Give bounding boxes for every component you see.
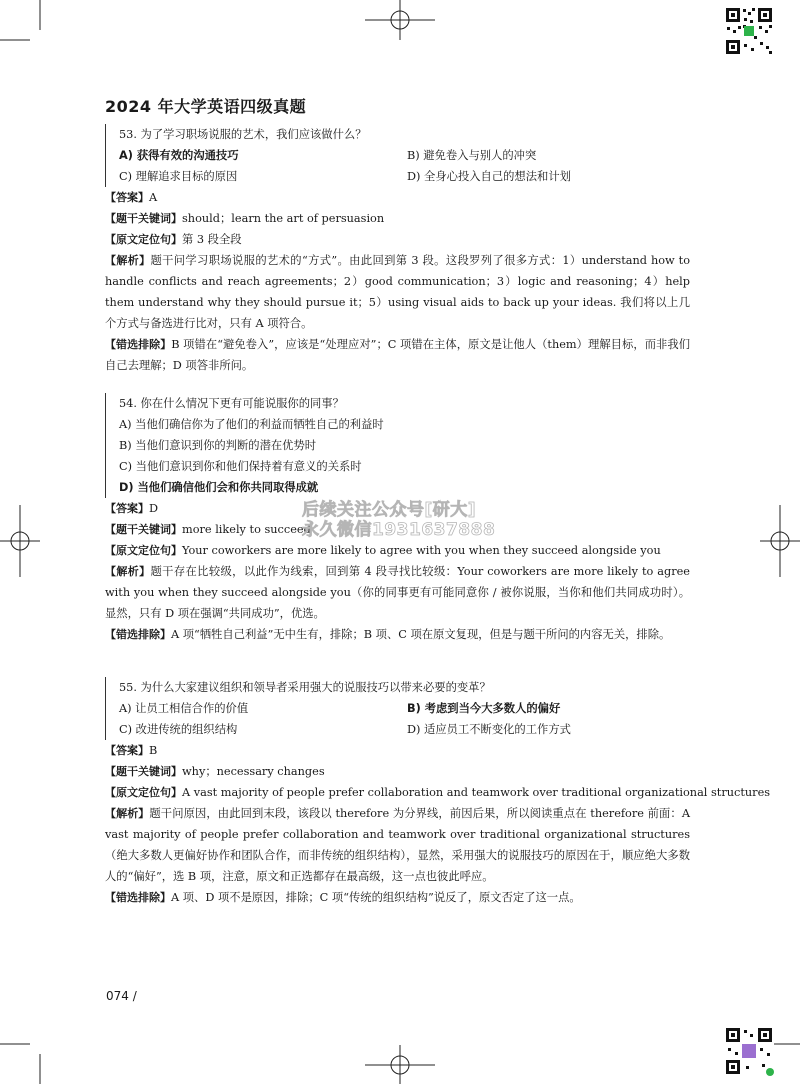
- options-row: [119, 698, 690, 719]
- eliminate-paragraph: [105, 624, 690, 645]
- keywords-value: should；learn the art of persuasion: [182, 212, 385, 225]
- option-a: A) 获得有效的沟通技巧: [119, 149, 239, 162]
- option-d: D) 适应员工不断变化的工作方式: [407, 723, 571, 736]
- page-title: 2024 年大学英语四级真题: [105, 97, 307, 116]
- answer-label: 【答案】: [105, 502, 149, 515]
- analysis-text: 题干问原因，由此回到末段，该段以 therefore 为分界线，前因后果，所以阅读重点在 therefore 前面：A vast majority of people prefer collaboration and teamwork over traditional organizational structures（绝大多数人更偏好协作和团队合作，而非传统的组织结构），显然，采用强大的说服技巧的原因在于，顺应绝大多数人的“偏好”，选 B 项，注意，原文和正选都存在最高级，这一点也彼此呼应。: [105, 807, 690, 883]
- option-c: C) 改进传统的组织结构: [119, 723, 238, 736]
- eliminate-label: 【错选排除】: [105, 628, 171, 641]
- answer-value: B: [149, 744, 158, 757]
- page-number: 074 /: [106, 989, 137, 1003]
- keywords-line: [105, 208, 690, 229]
- keywords-label: 【题干关键词】: [105, 523, 182, 536]
- locate-line: [105, 782, 771, 803]
- eliminate-text: A 项“牺牲自己利益”无中生有，排除；B 项、C 项在原文复现，但是与题干所问的内容无关，排除。: [171, 628, 671, 641]
- analysis-paragraph: [105, 250, 690, 334]
- keywords-label: 【题干关键词】: [105, 765, 182, 778]
- answer-line: [105, 187, 690, 208]
- options-row: [119, 719, 690, 740]
- eliminate-text: B 项错在“避免卷入”，应该是“处理应对”；C 项错在主体，原文是让他人（them）理解目标，而非我们自己去理解；D 项答非所问。: [105, 338, 691, 372]
- option-b: B) 避免卷入与别人的冲突: [407, 149, 537, 162]
- analysis-label: 【解析】: [105, 565, 151, 578]
- question-box: [105, 677, 690, 740]
- qr-code-icon: [724, 6, 774, 56]
- option-a: A) 让员工相信合作的价值: [119, 702, 249, 715]
- option-d: D) 全身心投入自己的想法和计划: [407, 170, 571, 183]
- analysis-paragraph: [105, 803, 690, 887]
- qr-code-icon: [724, 1026, 774, 1076]
- analysis-label: 【解析】: [105, 807, 150, 820]
- keywords-value: why；necessary changes: [182, 765, 325, 778]
- eliminate-paragraph: [105, 887, 690, 908]
- eliminate-label: 【错选排除】: [105, 891, 171, 904]
- option-b: B) 当他们意识到你的判断的潜在优势时: [119, 439, 317, 452]
- analysis-text: 题干问学习职场说服的艺术的“方式”。由此回到第 3 段。这段罗列了很多方式：1）understand how to handle conflicts and reach agreements；2）good communication；3）logic and reasoning；4）help them understand why they should pursue it；5）using visual aids to back up your ideas. 我们将以上几个方式与备选进行比对，只有 A 项符合。: [105, 254, 690, 330]
- eliminate-paragraph: [105, 334, 690, 376]
- eliminate-label: 【错选排除】: [105, 338, 172, 351]
- options-row: [119, 166, 690, 187]
- locate-line: [105, 540, 690, 561]
- keywords-value: more likely to succeed: [182, 523, 311, 536]
- locate-line: [105, 229, 690, 250]
- question-53: [105, 124, 690, 376]
- answer-value: A: [149, 191, 158, 204]
- answer-label: 【答案】: [105, 191, 149, 204]
- locate-label: 【原文定位句】: [105, 786, 182, 799]
- watermark: [302, 500, 495, 540]
- keywords-line: [105, 761, 690, 782]
- question-stem: 55. 为什么大家建议组织和领导者采用强大的说服技巧以带来必要的变革？: [119, 681, 491, 694]
- option-d: D) 当他们确信他们会和你共同取得成就: [119, 481, 319, 494]
- option-c: C) 理解追求目标的原因: [119, 170, 238, 183]
- options-row: [119, 145, 690, 166]
- analysis-text: 题干存在比较级，以此作为线索，回到第 4 段寻找比较级：Your coworkers are more likely to agree with you when they succeed alongside you（你的同事更有可能同意你 / 被你说服，当你和他们共同成功时）。显然，只有 D 项在强调“共同成功”，优选。: [105, 565, 690, 620]
- analysis-label: 【解析】: [105, 254, 151, 267]
- question-55: [105, 677, 771, 908]
- locate-value: 第 3 段全段: [182, 233, 242, 246]
- analysis-paragraph: [105, 561, 690, 624]
- watermark-line: 后续关注公众号[研大]: [302, 500, 477, 520]
- option-c: C) 当他们意识到你和他们保持着有意义的关系时: [119, 460, 362, 473]
- locate-label: 【原文定位句】: [105, 233, 182, 246]
- question-stem: 53. 为了学习职场说服的艺术，我们应该做什么？: [119, 128, 367, 141]
- answer-label: 【答案】: [105, 744, 149, 757]
- question-stem: 54. 你在什么情况下更有可能说服你的同事？: [119, 397, 344, 410]
- question-box: [105, 124, 690, 187]
- option-b: B) 考虑到当今大多数人的偏好: [407, 702, 561, 715]
- question-box: [105, 393, 690, 498]
- answer-line: [105, 740, 690, 761]
- answer-value: D: [149, 502, 159, 515]
- locate-label: 【原文定位句】: [105, 544, 182, 557]
- watermark-line: 永久微信1931637888: [302, 520, 496, 540]
- option-a: A) 当他们确信你为了他们的利益而牺牲自己的利益时: [119, 418, 384, 431]
- locate-value: Your coworkers are more likely to agree with you when they succeed alongside you: [182, 544, 661, 557]
- keywords-label: 【题干关键词】: [105, 212, 182, 225]
- eliminate-text: A 项、D 项不是原因，排除；C 项“传统的组织结构”说反了，原文否定了这一点。: [171, 891, 581, 904]
- locate-value: A vast majority of people prefer collaboration and teamwork over traditional organizational structures: [182, 786, 771, 799]
